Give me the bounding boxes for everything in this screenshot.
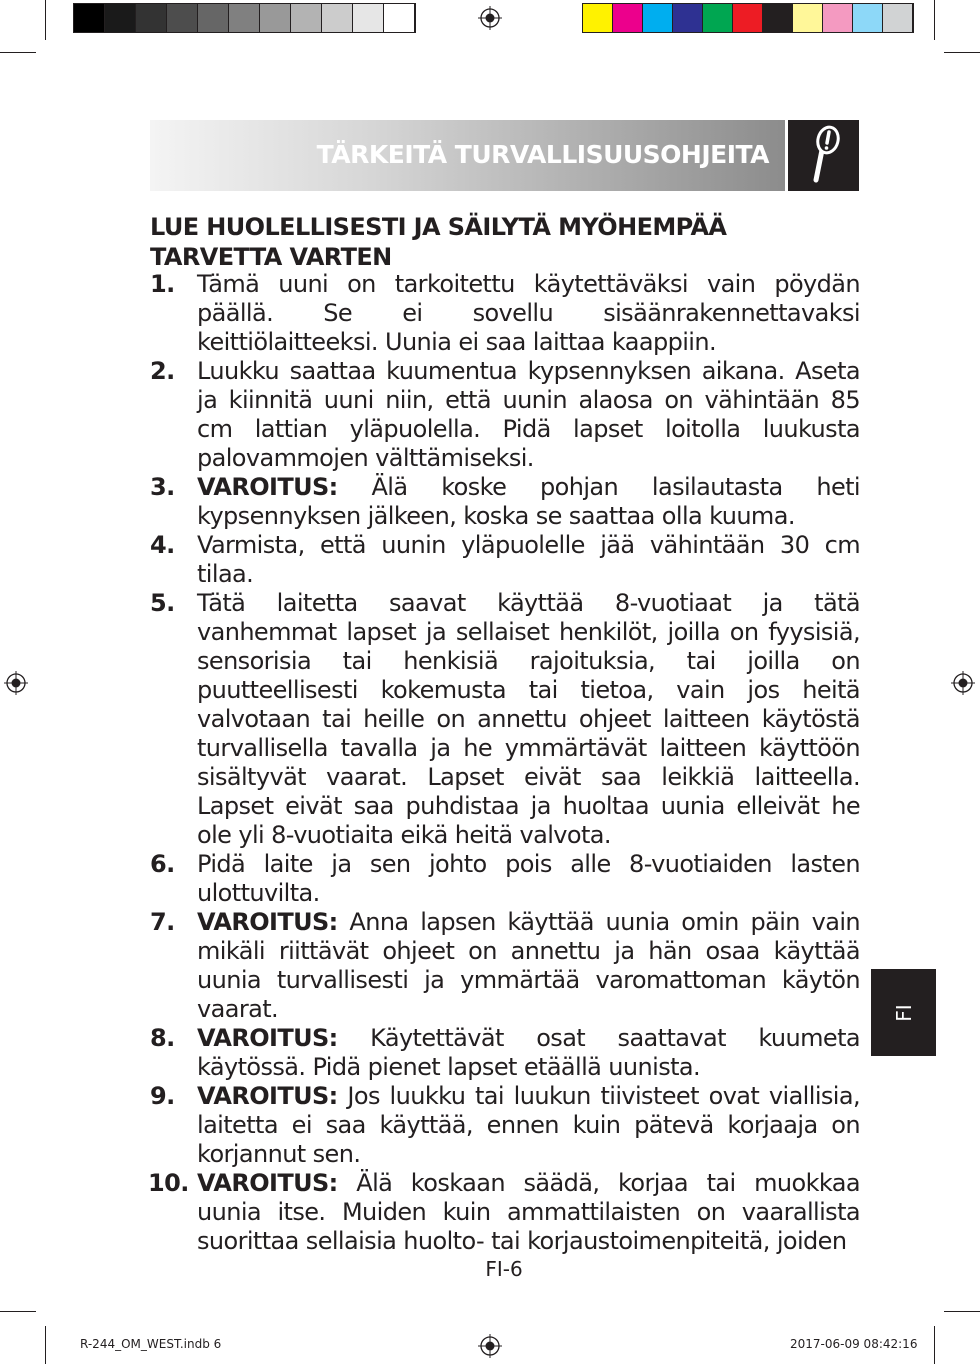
warning-label: VAROITUS: [197,473,338,501]
item-number: 8. [150,1024,175,1052]
safety-instructions-list [150,270,860,1256]
registration-mark-icon [478,6,502,30]
item-text: Käytettävät osat saattavat kuumeta käytössä. Pidä pienet lapset etäällä uunista. [197,1024,860,1081]
grayscale-swatch [74,4,105,32]
grayscale-swatch [136,4,167,32]
color-swatch [643,4,673,32]
page-title: TÄRKEITÄ TURVALLISUUSOHJEITA [316,140,769,169]
warning-label: VAROITUS: [197,908,338,936]
list-item [150,1082,860,1169]
item-number: 5. [150,589,175,617]
item-text: Tämä uuni on tarkoitettu käytettäväksi vain pöydän päällä. Se ei sovellu sisäänrakennettavaksi keittiölaitteeksi. Uunia ei saa laittaa kaappiin. [197,270,860,356]
list-item [150,1024,860,1082]
grayscale-swatch [322,4,353,32]
grayscale-swatch [167,4,198,32]
list-item [150,531,860,589]
registration-mark-icon [478,1334,502,1358]
color-swatch [883,4,913,32]
color-swatch [703,4,733,32]
color-swatch [823,4,853,32]
grayscale-swatch [229,4,260,32]
list-item [150,589,860,850]
item-number: 7. [150,908,175,936]
color-swatch [673,4,703,32]
crop-mark [944,1311,980,1312]
warning-exclamation-icon [788,120,859,191]
registration-mark-icon [4,671,28,695]
crop-mark [934,1326,935,1364]
item-text: Älä koske pohjan lasilautasta heti kypsennyksen jälkeen, koska se saattaa olla kuuma. [197,473,860,530]
registration-mark-icon [951,671,975,695]
crop-mark [0,52,36,53]
color-swatch [793,4,823,32]
item-text: Jos luukku tai luukun tiivisteet ovat viallisia, laitetta ei saa käyttää, ennen kuin pätevä korjaaja on korjannut sen. [197,1082,860,1168]
item-number: 4. [150,531,175,559]
crop-mark [934,0,935,40]
list-item [150,357,860,473]
item-number: 10. [148,1169,189,1197]
warning-label: VAROITUS: [197,1169,338,1197]
color-swatch [583,4,613,32]
item-number: 3. [150,473,175,501]
language-tab [871,969,936,1056]
grayscale-swatch [198,4,229,32]
item-text: Anna lapsen käyttää uunia omin päin vain mikäli riittävät ohjeet on annettu ja hän osaa käyttää uunia turvallisesti ja ymmärtää varomattoman käytön vaarat. [197,908,860,1023]
list-item [150,1169,860,1256]
section-heading: LUE HUOLELLISESTI JA SÄILYTÄ MYÖHEMPÄÄ TARVETTA VARTEN [150,213,727,271]
item-text: Tätä laitetta saavat käyttää 8-vuotiaat ja tätä vanhemmat lapset ja sellaiset henkilöt, joilla on fyysisiä, sensorisia tai henkisiä rajoituksia, tai joilla on puutteellisesti kokemusta tai tietoa, vain jos heitä valvotaan tai heille on annettu ohjeet laitteen käytöstä turvallisella tavalla ja he ymmärtävät laitteen käyttöön sisältyvät vaarat. Lapset eivät saa leikkiä laitteella. Lapset eivät saa puhdistaa ja huoltaa uunia elleivät he ole yli 8-vuotiaita eikä heitä valvota. [197,589,860,849]
crop-mark [0,1311,36,1312]
grayscale-swatch [384,4,415,32]
list-item [150,473,860,531]
color-swatch [613,4,643,32]
item-text: Pidä laite ja sen johto pois alle 8-vuotiaiden lasten ulottuvilta. [197,850,860,907]
list-item [150,270,860,357]
page-number: FI-6 [485,1257,523,1281]
item-text: Älä koskaan säädä, korjaa tai muokkaa uunia itse. Muiden kuin ammattilaisten on vaarallista suorittaa sellaisia huolto- tai korjaustoimenpiteitä, joiden [197,1169,860,1255]
color-swatch [853,4,883,32]
color-swatch [733,4,763,32]
list-item [150,908,860,1024]
item-number: 6. [150,850,175,878]
crop-mark [944,52,980,53]
item-text: Varmista, että uunin yläpuolelle jää vähintään 30 cm tilaa. [197,531,860,588]
grayscale-bar [73,3,416,33]
crop-mark [45,1326,46,1364]
warning-label: VAROITUS: [197,1082,338,1110]
grayscale-swatch [291,4,322,32]
language-label: FI [891,1003,916,1022]
item-text: Luukku saattaa kuumentua kypsennyksen aikana. Aseta ja kiinnitä uuni niin, että uunin alaosa on vähintään 85 cm lattian yläpuolella. Pidä lapset loitolla luukusta palovammojen välttämiseksi. [197,357,860,472]
item-number: 1. [150,270,175,298]
slug-filename: R-244_OM_WEST.indb 6 [80,1337,222,1351]
grayscale-swatch [353,4,384,32]
list-item [150,850,860,908]
color-bar [582,3,914,33]
slug-timestamp: 2017-06-09 08:42:16 [790,1337,918,1351]
color-swatch [763,4,793,32]
item-number: 2. [150,357,175,385]
crop-mark [45,0,46,40]
item-number: 9. [150,1082,175,1110]
grayscale-swatch [260,4,291,32]
warning-label: VAROITUS: [197,1024,338,1052]
grayscale-swatch [105,4,136,32]
header-banner [150,120,785,191]
